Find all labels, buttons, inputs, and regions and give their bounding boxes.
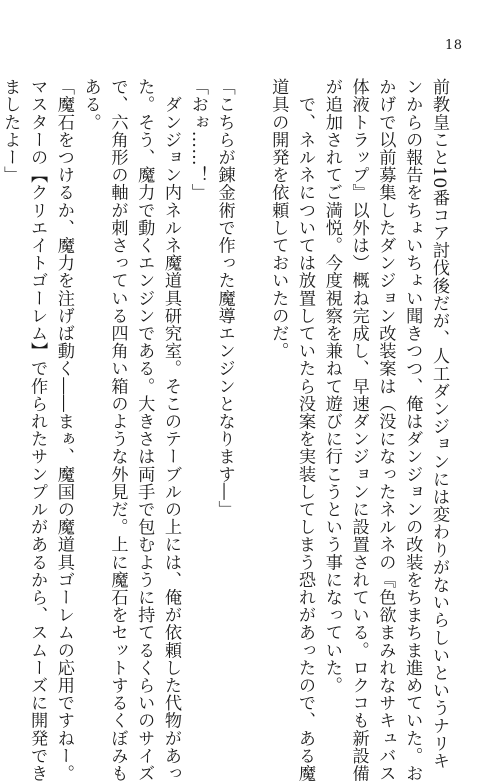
text-line-10: 「おぉ……！」 [187, 78, 208, 202]
vertical-text-body [0, 78, 452, 782]
blank-line [238, 78, 265, 668]
text-line-7: 道具の開発を依頼しておいたのだ。 [268, 78, 289, 360]
text-line-14: ある。 [80, 78, 101, 131]
text-line-3: かげで以前募集したダンジョン改装案は（没になったネルネの『色欲まみれなサキュバス [375, 78, 396, 782]
text-line-2: ンからの報告をちょいちょい聞きつつ、俺はダンジョンの改装をちまちま進めていた。お [402, 78, 423, 782]
text-line-9: 「こちらが錬金術で作った魔導エンジンとなります―」 [214, 78, 235, 518]
page-number: 18 [445, 38, 463, 53]
text-line-16: マスターの【クリエイトゴーレム】で作られたサンプルがあるから、スムーズに開発でき [27, 78, 48, 782]
text-line-15: 「魔石をつけるか、魔力を注げば動く――まぁ、魔国の魔道具ゴーレムの応用ですねー。 [53, 78, 74, 782]
text-line-11: ダンジョン内ネルネ魔道具研究室。そこのテーブルの上には、俺が依頼した代物があっ [161, 78, 182, 782]
text-line-5: が追加されてご満悦。今度視察を兼ねて遊びに行こうという事になっていた。 [321, 78, 342, 694]
text-line-13: で、六角形の軸が刺さっている四角い箱のような外見だ。上に魔石をセットするくぼみも [107, 78, 128, 782]
text-line-1: 前教皇こと10番コア討伐後だが、人工ダンジョンには変わりがないらしいというナリキ [429, 78, 449, 770]
text-line-12: た。そう、魔力で動くエンジンである。大きさは両手で包むように持てるくらいのサイズ [134, 78, 155, 782]
text-line-4: 体液トラップ』以外は）概ね完成し、早速ダンジョンに設置されている。ロクコも新設備 [348, 78, 369, 782]
text-line-17: ましたよー」 [0, 78, 21, 184]
text-line-6: で、ネルネについては放置していたら没案を実装してしまう恐れがあったので、ある魔 [295, 78, 316, 782]
